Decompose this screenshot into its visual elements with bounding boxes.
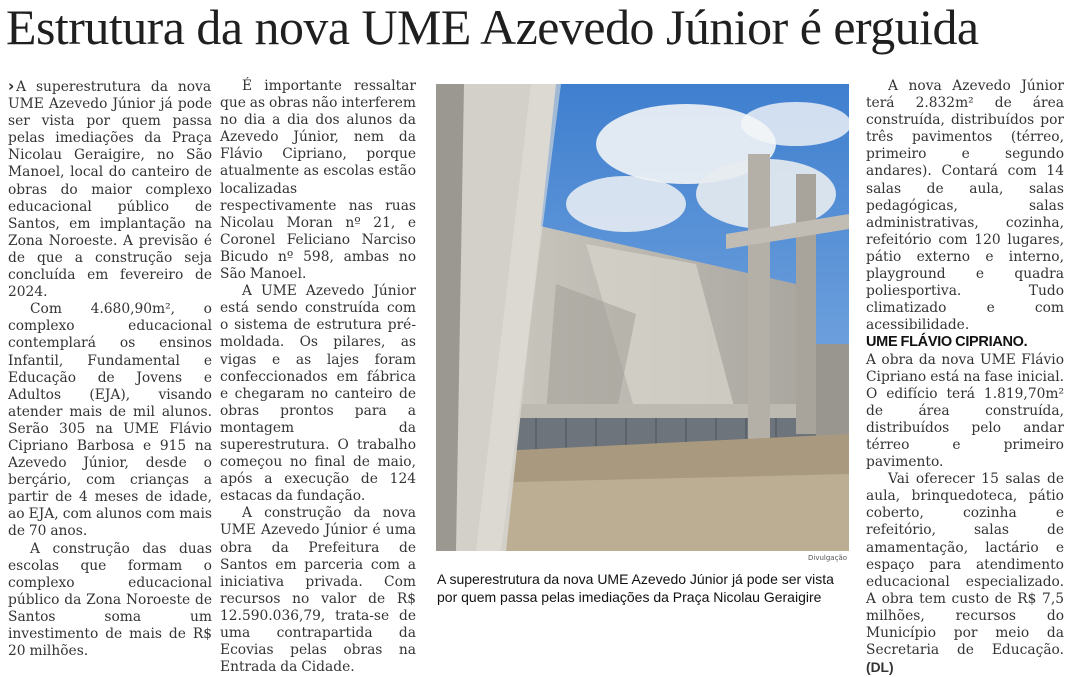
- double-chevron-icon: ››: [8, 77, 14, 95]
- paragraph: A UME Azevedo Júnior está sendo construída com o sistema de estrutura pré-moldada. Os pilares, as vigas e as lajes foram confeccionados em fábrica e chegaram no canteiro de obras prontos para a montagem da superestrutura. O trabalho começou no final de maio, após a execução de 124 estacas da fundação.: [220, 283, 416, 505]
- photo-caption: A superestrutura da nova UME Azevedo Júnior já pode ser vista por quem passa pelas imediações da Praça Nicolau Geraigire: [437, 571, 834, 605]
- paragraph: É importante ressaltar que as obras não interferem no dia a dia dos alunos da Azevedo Júnior, nem da Flávio Cipriano, porque atualmente as escolas estão localizadas respectivamente nas ruas Nicolau Moran nº 21, e Coronel Feliciano Narciso Bicudo nº 598, ambas no São Manoel.: [220, 78, 416, 283]
- paragraph: Com 4.680,90m², o complexo educacional contemplará os ensinos Infantil, Fundamental e Educação de Jovens e Adultos (EJA), visando atender mais de mil alunos. Serão 305 na UME Flávio Cipriano Barbosa e 915 na Azevedo Júnior, desde o berçário, com crianças a partir de 4 meses de idade, ao EJA, com alunos com mais de 70 anos.: [8, 301, 212, 540]
- paragraph: A obra da nova UME Flávio Cipriano está na fase inicial. O edifício terá 1.819,70m² de área construída, distribuídos pelo andar térreo e primeiro pavimento.: [866, 351, 1064, 471]
- article-column-3: [866, 78, 1064, 677]
- article-column-2: [220, 78, 416, 676]
- paragraph: A nova Azevedo Júnior terá 2.832m² de área construída, distribuídos por três pavimentos (térreo, primeiro e segundo andares). Contará com 14 salas de aula, salas pedagógicas, salas administrativas, cozinha, refeitório com 120 lugares, pátio externo e interno, playground e quadra poliesportiva. Tudo climatizado e com acessibilidade.: [866, 78, 1064, 334]
- article-column-1: [8, 78, 212, 660]
- photo-credit: Divulgação: [808, 554, 848, 562]
- construction-photo-image: [436, 84, 849, 551]
- paragraph: A construção da nova UME Azevedo Júnior é uma obra da Prefeitura de Santos em parceria com a iniciativa privada. Com recursos no valor de R$ 12.590.036,79, trata-se de uma contrapartida da Ecovias pelas obras na Entrada da Cidade.: [220, 505, 416, 676]
- paragraph: A construção das duas escolas que formam o complexo educacional público da Zona Noroeste de Santos soma um investimento de mais de R$ 20 milhões.: [8, 540, 212, 660]
- author-signature: (DL): [866, 660, 894, 676]
- section-subhead: UME FLÁVIO CIPRIANO.: [866, 334, 1028, 351]
- headline: Estrutura da nova UME Azevedo Júnior é erguida: [6, 0, 979, 55]
- paragraph: Vai oferecer 15 salas de aula, brinquedoteca, pátio coberto, cozinha e refeitório, salas de amamentação, lactário e espaço para atendimento educacional especializado. A obra tem custo de R$ 7,5 milhões, recursos do Município por meio da Secretaria de Educação. (DL): [866, 471, 1064, 676]
- lead-paragraph: ›› A superestrutura da nova UME Azevedo Júnior já pode ser vista por quem passa pelas imediações da Praça Nicolau Geraigire, no São Manoel, local do canteiro de obras do maior complexo educacional público de Santos, em implantação na Zona Noroeste. A previsão é de que a construção seja concluída em fevereiro de 2024.: [8, 77, 212, 301]
- construction-photo: [436, 84, 849, 551]
